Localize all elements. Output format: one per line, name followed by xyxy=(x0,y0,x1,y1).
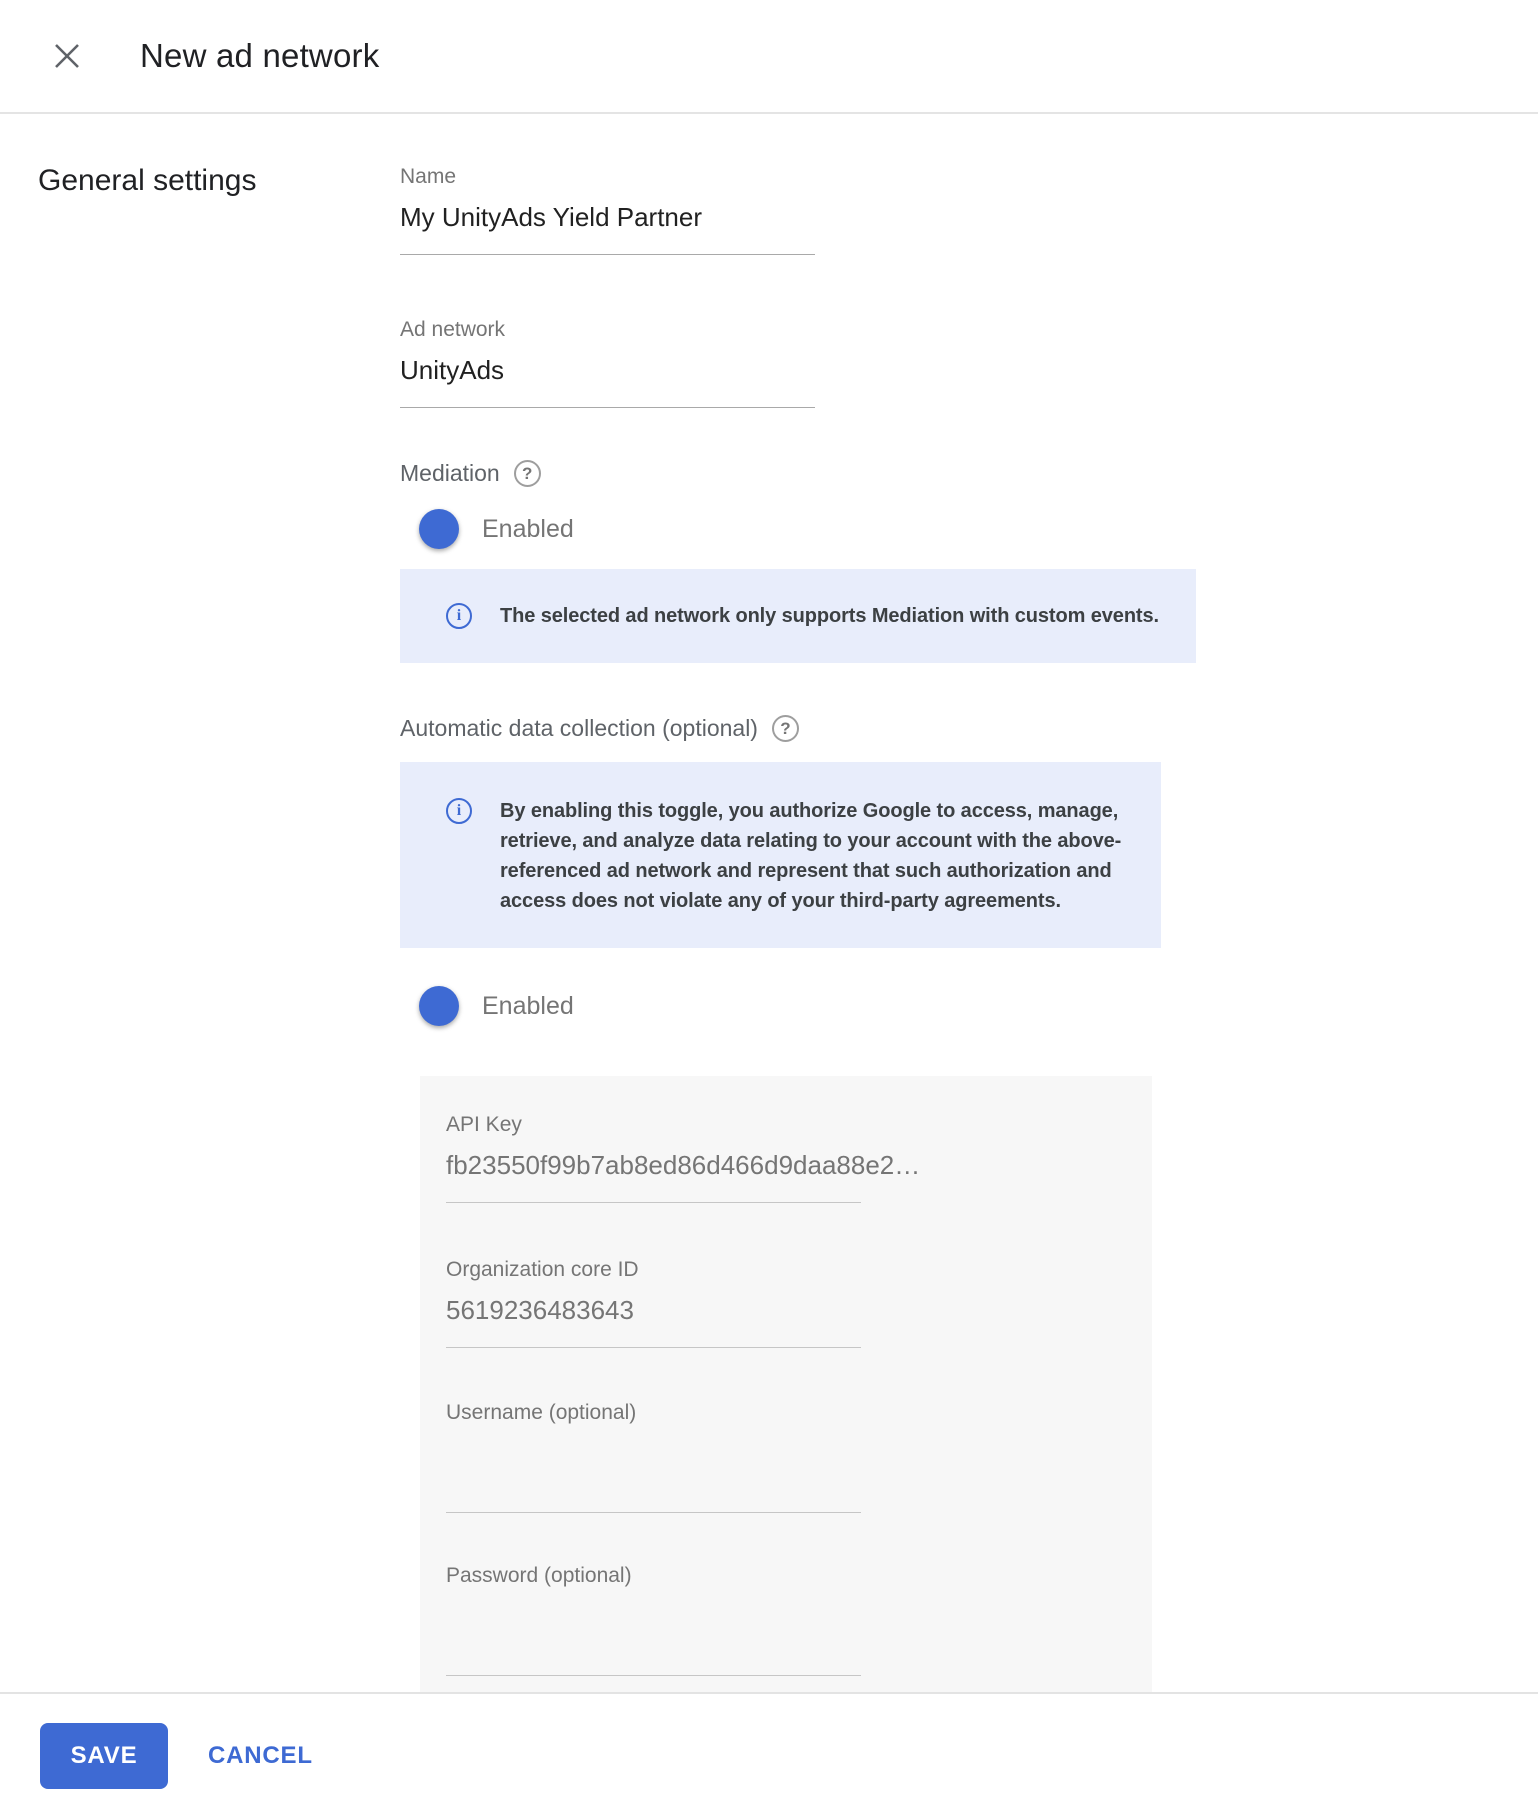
password-label: Password (optional) xyxy=(446,1564,632,1587)
dialog-header xyxy=(0,0,1538,114)
username-field[interactable] xyxy=(446,1400,861,1513)
mediation-label-row xyxy=(400,460,1538,487)
save-button[interactable]: SAVE xyxy=(40,1723,168,1789)
mediation-info-box xyxy=(400,569,1196,663)
dialog-body xyxy=(0,114,1538,1692)
username-value[interactable] xyxy=(446,1426,861,1492)
form-column xyxy=(400,114,1538,1692)
mediation-toggle-row xyxy=(400,507,1538,551)
mediation-toggle-label: Enabled xyxy=(482,514,574,543)
mediation-help-icon[interactable]: ? xyxy=(514,460,541,487)
org-core-id-field[interactable] xyxy=(446,1257,861,1348)
password-value[interactable] xyxy=(446,1589,861,1655)
auto-data-collection-help-icon[interactable]: ? xyxy=(772,715,799,742)
ad-network-field-label: Ad network xyxy=(400,318,506,341)
auto-data-collection-label-row xyxy=(400,715,1538,742)
section-column xyxy=(38,114,400,1692)
mediation-info-text: The selected ad network only supports Mediation with custom events. xyxy=(500,605,1159,627)
org-core-id-label: Organization core ID xyxy=(446,1258,639,1281)
info-icon: i xyxy=(446,603,472,629)
toggle-thumb xyxy=(419,509,459,549)
auto-data-collection-toggle-label: Enabled xyxy=(482,991,574,1020)
api-key-field[interactable] xyxy=(446,1112,921,1203)
auto-data-collection-toggle[interactable] xyxy=(402,993,450,1019)
name-field[interactable] xyxy=(400,164,815,255)
name-field-label: Name xyxy=(400,165,457,188)
cancel-button[interactable]: CANCEL xyxy=(208,1742,313,1769)
authorization-info-box xyxy=(400,762,1161,948)
ad-network-field-value[interactable]: UnityAds xyxy=(400,355,505,385)
dialog-footer xyxy=(0,1692,1538,1818)
name-field-value[interactable]: My UnityAds Yield Partner xyxy=(400,202,703,232)
page-title: New ad network xyxy=(140,37,380,74)
authorization-info-text: By enabling this toggle, you authorize Google to access, manage, retrieve, and analyze data relating to your account with the above-referenced ad network and represent that such authorization and access does not violate any of your third-party agreements. xyxy=(500,800,1122,912)
toggle-thumb xyxy=(419,986,459,1026)
info-icon: i xyxy=(446,798,472,824)
api-key-value[interactable]: fb23550f99b7ab8ed86d466d9daa88e2… xyxy=(446,1150,921,1180)
section-title: General settings xyxy=(38,164,257,197)
username-label: Username (optional) xyxy=(446,1401,637,1424)
mediation-toggle[interactable] xyxy=(402,516,450,542)
close-icon[interactable] xyxy=(52,41,82,71)
org-core-id-value[interactable]: 5619236483643 xyxy=(446,1295,634,1325)
auto-data-collection-toggle-row xyxy=(400,984,1538,1028)
password-field[interactable] xyxy=(446,1563,861,1676)
credentials-panel xyxy=(420,1076,1152,1692)
mediation-label: Mediation xyxy=(400,460,500,486)
api-key-label: API Key xyxy=(446,1113,522,1136)
auto-data-collection-label: Automatic data collection (optional) xyxy=(400,715,758,741)
ad-network-field[interactable] xyxy=(400,317,815,408)
